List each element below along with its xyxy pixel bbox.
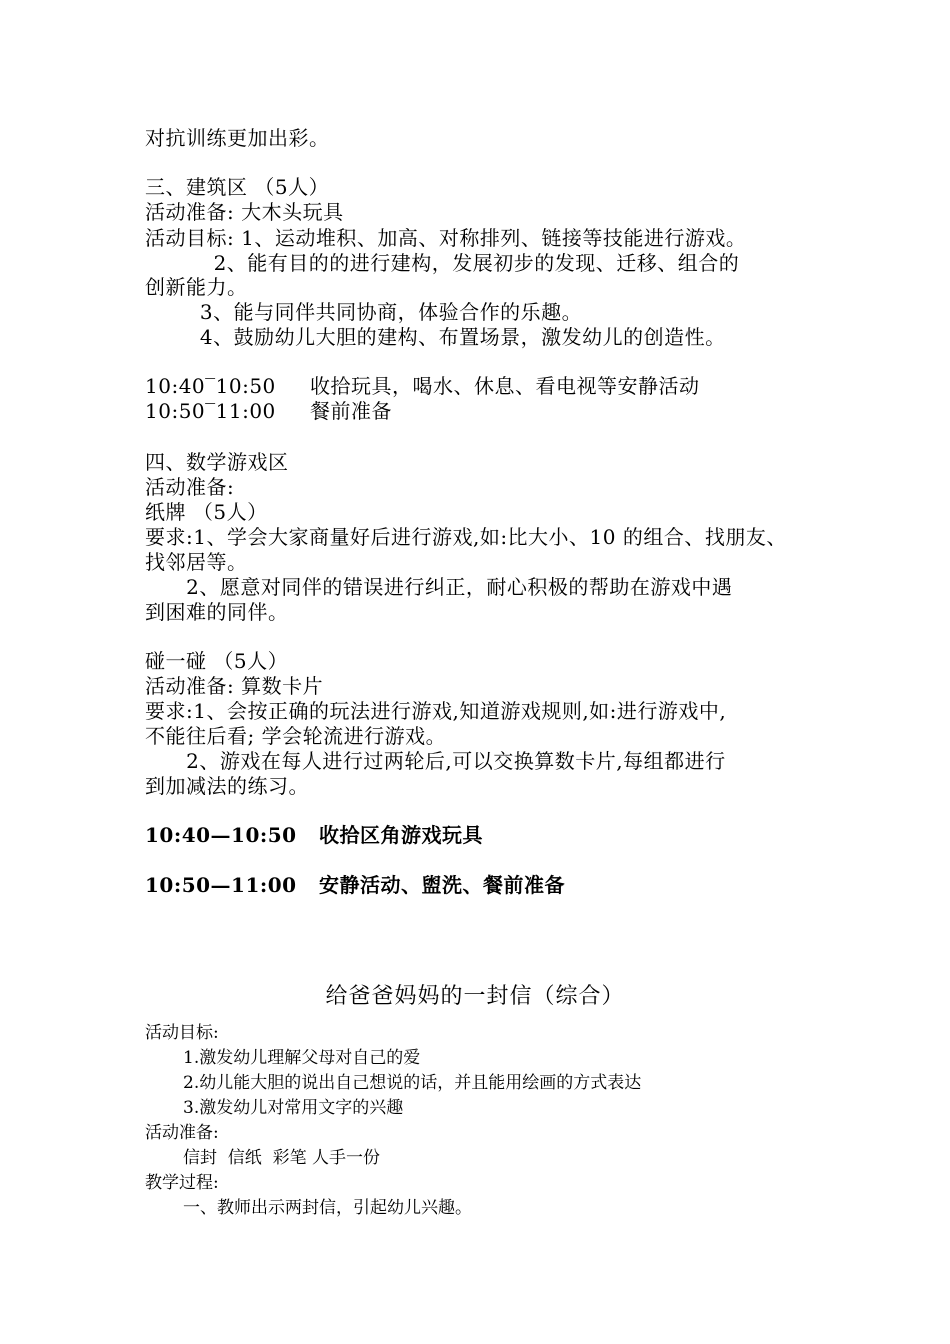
goal-item: 2.幼儿能大胆的说出自己想说的话，并且能用绘画的方式表达 [183,1073,642,1093]
text-line: 活动准备: [145,475,235,499]
goal-item: 3.激发幼儿对常用文字的兴趣 [183,1098,404,1118]
text-line: 活动准备: 大木头玩具 [145,200,344,224]
text-line: 到加减法的练习。 [145,774,309,798]
page-title: 给爸爸妈妈的一封信（综合） [325,984,625,1009]
text-line: 4、鼓励幼儿大胆的建构、布置场景，激发幼儿的创造性。 [145,325,726,349]
text-line: 2、愿意对同伴的错误进行纠正，耐心积极的帮助在游戏中遇 [145,575,733,599]
text-line: 不能往后看; 学会轮流进行游戏。 [145,724,447,748]
process-step: 一、教师出示两封信，引起幼儿兴趣。 [183,1198,472,1218]
section-heading: 三、建筑区 （5人） [145,175,330,199]
text-line: 找邻居等。 [145,550,248,574]
prep-heading: 活动准备: [145,1123,219,1143]
goal-item: 1.激发幼儿理解父母对自己的爱 [183,1048,421,1068]
text-line: 活动准备: 算数卡片 [145,674,324,698]
text-line: 2、游戏在每人进行过两轮后,可以交换算数卡片,每组都进行 [145,749,726,773]
text-line: 要求:1、学会大家商量好后进行游戏,如:比大小、10 的组合、找朋友、 [145,525,787,549]
section-heading: 四、数学游戏区 [145,450,289,474]
text-line: 3、能与同伴共同协商，体验合作的乐趣。 [145,300,583,324]
goal-heading: 活动目标: [145,1023,219,1043]
process-heading: 教学过程: [145,1173,219,1193]
schedule-line: 10:50‾11:00 餐前准备 [145,399,393,423]
text-line: 要求:1、会按正确的玩法进行游戏,知道游戏规则,如:进行游戏中, [145,699,727,723]
prep-items: 信封 信纸 彩笔 人手一份 [183,1148,381,1168]
text-line: 纸牌 （5人） [145,500,268,524]
text-line: 活动目标: 1、运动堆积、加高、对称排列、链接等技能进行游戏。 [145,226,747,250]
schedule-line: 10:40‾10:50 收拾玩具，喝水、休息、看电视等安静活动 [145,374,700,398]
text-line: 创新能力。 [145,275,248,299]
schedule-line: 10:40—10:50 收拾区角游戏玩具 [145,823,483,847]
text-line: 到困难的同伴。 [145,600,289,624]
schedule-line: 10:50—11:00 安静活动、盥洗、餐前准备 [145,873,565,897]
text-line: 碰一碰 （5人） [145,649,289,673]
text-line: 2、能有目的的进行建构，发展初步的发现、迁移、组合的 [145,251,740,275]
text-line: 对抗训练更加出彩。 [145,126,330,150]
